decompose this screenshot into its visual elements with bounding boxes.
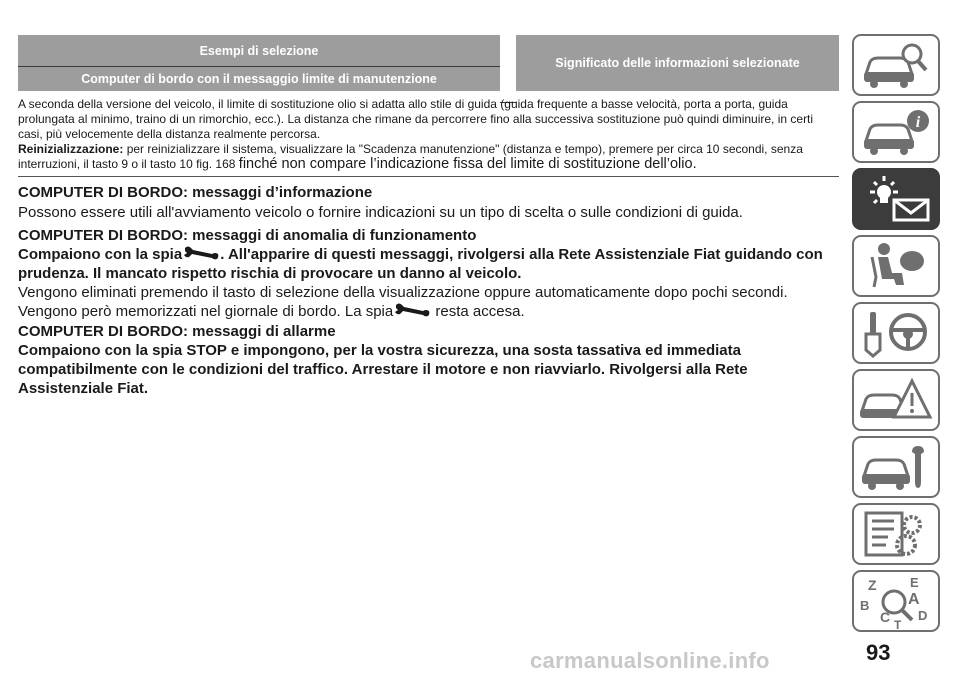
alphabet-letter: B — [860, 598, 870, 613]
page-number: 93 — [866, 640, 891, 665]
alphabet-index-search-icon — [854, 572, 938, 630]
anomaly-paragraph — [18, 283, 838, 321]
warning-light-message-icon — [854, 170, 938, 228]
reset-label: Reinizializzazione: — [18, 142, 124, 156]
tab-index[interactable] — [852, 570, 940, 632]
document-gears-icon — [854, 505, 938, 563]
tab-starting-driving[interactable] — [852, 302, 940, 364]
info-text: Possono essere utili all'avviamento veicolo o fornire indicazioni su un tipo di scelta o sulle condizioni di guida. — [18, 204, 743, 221]
footer-watermark: carmanualsonline.info — [530, 648, 770, 673]
tab-car-search[interactable] — [852, 34, 940, 96]
anomaly-heading: COMPUTER DI BORDO: messaggi di anomalia di funzionamento — [18, 227, 477, 244]
header-left-subtitle: Computer di bordo con il messaggio limite di manutenzione — [81, 72, 437, 86]
intro-text: A seconda della versione del veicolo, il limite di sostituzione olio si adatta allo stile di guida (guida frequente a basse velocità, porta a porta, guida prolungata al minimo, traino di un rimorchio, ecc.). La distanza che rimane da percorrere fino alla successiva sostituzione può quindi diminuire, in certi casi, più velocemente della distanza realmente percorsa. — [18, 97, 814, 141]
car-search-icon — [854, 36, 938, 94]
alphabet-letter: Z — [868, 577, 877, 593]
alphabet-letter: D — [918, 608, 928, 623]
intro-paragraph — [18, 97, 838, 172]
key-steering-wheel-icon — [854, 304, 938, 362]
car-warning-triangle-icon — [854, 371, 938, 429]
anomaly-text-start: Vengono eliminati premendo il tasto di selezione della visualizzazione oppure automaticamente dopo pochi secondi. Vengono però memorizzati nel giornale di bordo. La spia — [18, 284, 788, 320]
car-wrench-icon — [854, 438, 938, 496]
alphabet-letter: C — [880, 609, 891, 625]
tab-maintenance[interactable] — [852, 436, 940, 498]
wrench-icon — [393, 302, 431, 318]
header-table — [18, 35, 839, 91]
alphabet-letter: T — [894, 618, 902, 630]
tab-emergency[interactable] — [852, 369, 940, 431]
alphabet-letter: E — [910, 575, 919, 590]
header-left-cell — [18, 35, 500, 91]
car-info-icon — [854, 103, 938, 161]
anomaly-bold-end: . All'apparire di questi messaggi, rivolgersi alla Rete Assistenziale Fiat guidando con prudenza. Il mancato rispetto rischia di provocare un danno al veicolo. — [18, 246, 823, 282]
reset-text: per reinizializzare il sistema, visualizzare la "Scadenza manutenzione" (distanza e tempo), premere per circa 10 secondi, senza interruzioni, il tasto 9 o il tasto 10 fig. 168 — [18, 142, 803, 171]
tab-safety[interactable] — [852, 235, 940, 297]
info-heading: COMPUTER DI BORDO: messaggi d’informazione — [18, 184, 373, 201]
tab-warning-lights[interactable] — [852, 168, 940, 230]
seat-airbag-icon — [854, 237, 938, 295]
alarm-paragraph: Compaiono con la spia STOP e impongono, per la vostra sicurezza, una sosta tassativa ed immediata compatibilmente con le condizioni del traffico. Arrestare il motore e non riavviarlo. Rivolgersi alla Rete Assistenziale Fiat. — [18, 342, 748, 397]
anomaly-text-end: resta accesa. — [431, 303, 525, 320]
tab-technical-data[interactable] — [852, 503, 940, 565]
anomaly-bold-paragraph — [18, 245, 838, 283]
alphabet-letter: A — [908, 591, 920, 608]
section-divider — [18, 176, 839, 177]
wrench-icon — [182, 245, 220, 261]
tab-car-info[interactable] — [852, 101, 940, 163]
anomaly-bold-start: Compaiono con la spia — [18, 246, 183, 263]
header-right-cell — [516, 35, 839, 91]
header-left-title: Esempi di selezione — [199, 43, 319, 58]
header-right-title: Significato delle informazioni selezionate — [555, 56, 800, 70]
svg-text:i: i — [915, 114, 921, 131]
reset-tail: finché non compare l’indicazione fissa del limite di sostituzione dell’olio. — [238, 156, 697, 172]
alarm-heading: COMPUTER DI BORDO: messaggi di allarme — [18, 323, 336, 340]
